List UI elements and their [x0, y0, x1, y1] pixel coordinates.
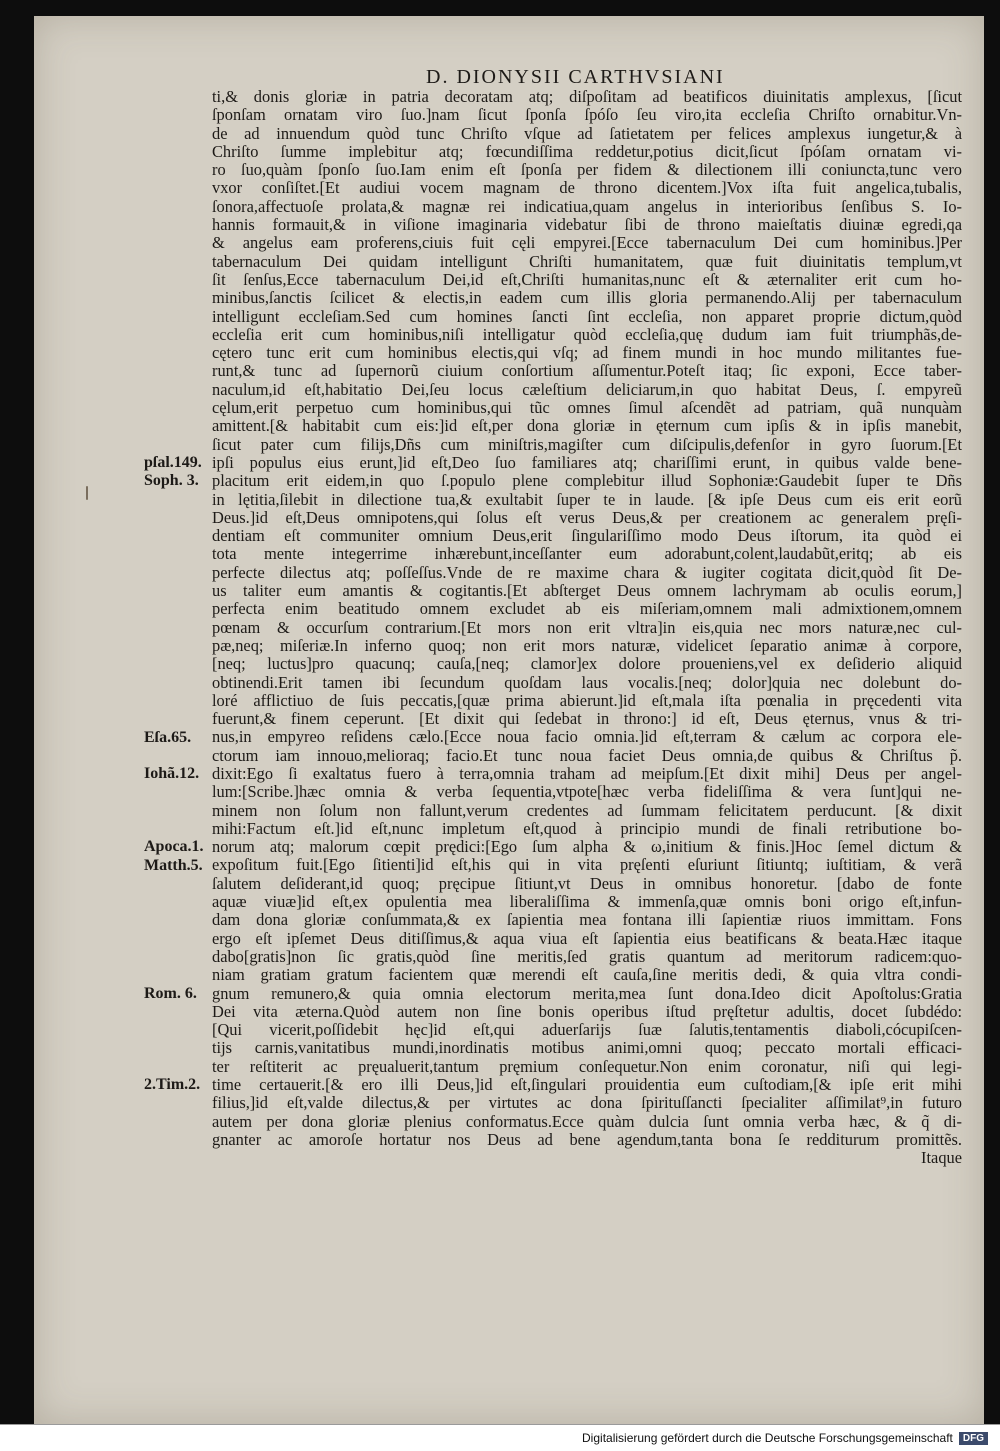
text-line: mihi:Factum eſt.]id eſt,nunc impletum eſt,quod à principio mundi de finali retributione bo-	[212, 819, 962, 838]
text-line: dabo[gratis]non ſic gratis,quòd ſine meritis,ſed gratis quantum ad meritorum radicem:quo-	[212, 947, 962, 966]
text-line: ctorum iam innouo,melioraq; facio.Et tunc noua faciet Deus omnia,de quibus & Chriſtus p̃.	[212, 746, 962, 765]
text-line: tota mente integerrime inhærebunt,inceſſanter eum adorabunt,colent,laudabũt,eritq; ab eis	[212, 545, 962, 564]
text-line: time certauerit.[& ero illi Deus,]id eſt,ſingulari prouidentia eum cuſtodiam,[& ipſe erit mihi	[212, 1076, 962, 1095]
text-line: dixit:Ego ſi exaltatus fuero à terra,omnia traham ad meipſum.[Et dixit mihi] Deus per angel-	[212, 764, 962, 783]
text-line: [Qui vicerit,poſſidebit hęc]id eſt,qui aduerſarijs ſuæ ſalutis,tentamentis diaboli,cócupiſcen-	[212, 1021, 962, 1040]
running-title: D. DIONYSII CARTHVSIANI	[426, 66, 725, 88]
margin-reference: Iohã.12.	[144, 765, 200, 783]
text-line: expoſitum fuit.[Ego ſitienti]id eſt,his qui in vita pręſenti eſuriunt ſitiuntq; iuſtitiam, & verã	[212, 856, 962, 875]
margin-reference: Soph. 3.	[144, 472, 199, 490]
text-line: runt,& tunc ad ſupernorũ ciuium conſortium aſſumentur.Poteſt itaq; ſic exponi, Ecce taber-	[212, 362, 962, 381]
text-line: gnum remunero,& quia omnia electorum merita,mea ſunt dona.Ideo dicit Apoſtolus:Gratia	[212, 984, 962, 1003]
text-line: dam dona gloriæ conſummata,& ex ſapientia mea fontana illi ſapientiæ riuos immittam. Fons	[212, 911, 962, 930]
text-line: Itaque	[921, 1149, 962, 1168]
scanned-page	[34, 16, 984, 1424]
text-line: Deus.]id eſt,Deus omnipotens,qui ſolus eſt verus Deus,& per creationem ac generalem pręſi-	[212, 508, 962, 527]
text-line: gnanter ac amoroſe hortatur nos Deus ad bene agendum,tanta bona ſe redditurum promittẽs.	[212, 1130, 962, 1149]
text-line: vxor conſiſtet.[Et audiui vocem magnam de throno dicentem.]Vox iſta fuit angelica,tubalis,	[212, 179, 962, 198]
text-line: aquæ viuæ]id eſt,ex opulentia mea liberaliſſima & immenſa,quæ omnis boni origo eſt,infun-	[212, 893, 962, 912]
text-line: ſponſam ornatam viro ſuo.]nam ſicut ſponſa ſpóſo ſeu viro,ita eccleſia Chriſto ornabitur.Vn-	[212, 106, 962, 125]
text-line: perfecta enim beatitudo omnem excludet ab eis miſeriam,omnem mali admixtionem,omnem	[212, 600, 962, 619]
text-line: cęlum,erit perpetuo cum hominibus,qui tũc omnes ſimul aſcendẽt ad patriam, quã nunquàm	[212, 399, 962, 418]
text-line: eccleſia erit cum hominibus,niſi intelligatur quòd eccleſia,quę dudum iam fuit triumphãs,de-	[212, 325, 962, 344]
text-line: ſalutem deſiderant,id quoq; pręcipue ſitiunt,vt Deus in omnibus honoretur. [dabo de fonte	[212, 874, 962, 893]
text-line: hannis formauit,& in viſione imaginaria videbatur ſibi de throno maieſtatis diuinæ egredi,qa	[212, 216, 962, 235]
margin-reference: pſal.149.	[144, 454, 202, 471]
text-line: & angelus eam proferens,ciuis fuit cęli empyrei.[Ecce tabernaculum Dei cum hominibus.]Per	[212, 234, 962, 253]
text-line: ſonora,affectuoſe prolata,& magnæ rei indicatiua,quam angelus in interioribus ſenſibus S. Io-	[212, 197, 962, 216]
margin-reference: Eſa.65.	[144, 728, 192, 746]
text-line: cętero tunc erit cum hominibus electis,qui vſq; ad finem mundi in hoc mundo militantes fue-	[212, 344, 962, 363]
body-text	[212, 88, 962, 1168]
text-line: tijs carnis,vanitatibus mundi,inordinatis motibus animi,omni quoq; peccato mortali efficaci-	[212, 1039, 962, 1058]
text-line: ergo eſt ipſemet Deus ditiſſimus,& aqua viua eſt ſapientia eius beatificans & beata.Hæc itaque	[212, 929, 962, 948]
text-line: pœnam & occurſum contrarium.[Et mors non erit vltra]in eis,quia nec mors naturæ,nec cul-	[212, 618, 962, 637]
text-line: perfecte dilectus atq; poſſeſſus.Vnde de re maxime chara & iugiter cogitata dicit,quòd ſit De-	[212, 563, 962, 582]
page-blemish	[86, 486, 88, 500]
text-line: tabernaculum Dei quidam intelligunt Chriſti humanitatem, quæ fuit diuinitatis templum,vt	[212, 252, 962, 271]
text-line: pæ,neq; miſeriæ.In inferno quoq; non erit mors naturæ, videlicet ſeparatio animæ à corpore,	[212, 636, 962, 655]
text-line: lum:[Scribe.]hæc omnia & verba ſequentia,vtpote[hæc verba fideliſſima & vera ſunt]qui ne-	[212, 783, 962, 802]
text-line: fuerunt,& finem ceperunt. [Et dixit qui ſedebat in throno:] id eſt, Deus ęternus, vnus & tri-	[212, 710, 962, 729]
text-line: Dei vita æterna.Quòd autem non ſine bonis operibus iſtud pręſtetur adultis, docet ſubdédo:	[212, 1002, 962, 1021]
text-line: ipſi populus eius erunt,]id eſt,Deo ſuo familiares atq; chariſſimi erunt, in quibus valde bene-	[212, 453, 962, 472]
margin-reference: Matth.5.	[144, 856, 203, 874]
text-line: niam gratiam gratum facientem quæ merendi eſt cauſa,ſine meritis dedi, & quia vltra condi-	[212, 966, 962, 985]
text-line: placitum erit eidem,in quo ſ.populo plene complebitur illud Sophoniæ:Gaudebit ſuper te Dñs	[212, 472, 962, 491]
text-line: filius,]id eſt,valde dilectus,& per virtutes ac dona ſpirituſſancti ſpecialiter aſſimilat⁹,in futuro	[212, 1094, 962, 1113]
text-line: autem per dona gloriæ plenius conformatus.Ecce quàm dulcia ſunt omnia verba hæc, & q̃ di-	[212, 1112, 962, 1131]
funding-credit: Digitalisierung gefördert durch die Deutsche Forschungsgemeinschaft	[582, 1431, 953, 1445]
footer-bar	[0, 1424, 1000, 1451]
text-line: obtinendi.Erit tamen ibi ſecundum quoſdam laus vocalis.[neq; dolor]quia nec dolebunt do-	[212, 673, 962, 692]
text-line: norum atq; malorum cœpit prędici:[Ego ſum alpha & ω,initium & finis.]Hoc ſemel dictum &	[212, 838, 962, 857]
text-line: minibus,ſanctis ſcilicet & electis,in eadem cum illis gloria permanendo.Alij per tabernaculum	[212, 289, 962, 308]
text-line: loré afflictiuo de ſuis peccatis,[quæ prima abierunt.]id eſt,mala iſta pœnalia in pręcedenti vita	[212, 691, 962, 710]
text-line: nus,in empyreo reſidens cælo.[Ecce noua facio omnia.]id eſt,terram & cælum ac corpora ele-	[212, 728, 962, 747]
text-line: amittent.[& habitabit cum eis:]id eſt,per dona gloriæ in ęternum cum ipſis & in ipſis manebit,	[212, 417, 962, 436]
text-line: ti,& donis gloriæ in patria decoratam atq; diſpoſitam ad beatificos diuinitatis amplexus, [ſicut	[212, 88, 962, 106]
margin-reference: Rom. 6.	[144, 984, 197, 1002]
text-line: [neq; luctus]pro quacunq; cauſa,[neq; clamor]ex dolore proueniens,vel ex deſiderio aliquid	[212, 655, 962, 674]
text-line: de ad innuendum quòd tunc Chriſto vſque ad ſatietatem per felices amplexus iungetur,& à	[212, 124, 962, 143]
text-line: in lętitia,ſilebit in dilectione tua,& exultabit ſuper te in laude. [& ipſe Deus cum eis erit eorũ	[212, 490, 962, 509]
text-line: ro ſuo,quàm ſponſo ſuo.Iam enim eſt ſponſa per fidem & dilectionem illi coniuncta,tunc vero	[212, 161, 962, 180]
text-line: us taliter eum amantis & cogitantis.[Et abſterget Deus omnem lachrymam ab oculis eorum,]	[212, 582, 962, 601]
dfg-logo: DFG	[959, 1432, 988, 1445]
text-line: naculum,id eſt,habitatio Dei,ſeu locus cæleſtium deliciarum,in quo habitat Deus, ſ. empyreũ	[212, 380, 962, 399]
text-line: ſit ſenſus,Ecce tabernaculum Dei,id eſt,Chriſti humanitas,nunc eſt & æternaliter erit cum ho-	[212, 270, 962, 289]
margin-reference: Apoca.1.	[144, 838, 204, 856]
text-line: dentiam eſt communiter omnium Deus,erit ſingulariſſimo modo Deus iſtorum, ita quòd ei	[212, 527, 962, 546]
margin-reference: 2.Tim.2.	[144, 1076, 201, 1094]
text-line: ſicut pater cum filijs,Dñs cum miniſtris,magiſter cum diſcipulis,defenſor in gyro ſuorum.[Et	[212, 435, 962, 454]
text-line: intelligunt eccleſiam.Sed cum homines ſancti ſint eccleſia, non apparet proprie dictum,quòd	[212, 307, 962, 326]
text-line: minem non ſolum non fallunt,verum credentes ad ſummam felicitatem perducunt. [& dixit	[212, 801, 962, 820]
text-line: ter reſtiterit ac pręualuerit,tantum pręmium conſequetur.Non enim coronatur, niſi qui legi-	[212, 1057, 962, 1076]
text-line: Chriſto ſumme implebitur atq; fœcundiſſima reddetur,potius dicit,ſicut ſpóſam ornatam vi-	[212, 142, 962, 161]
